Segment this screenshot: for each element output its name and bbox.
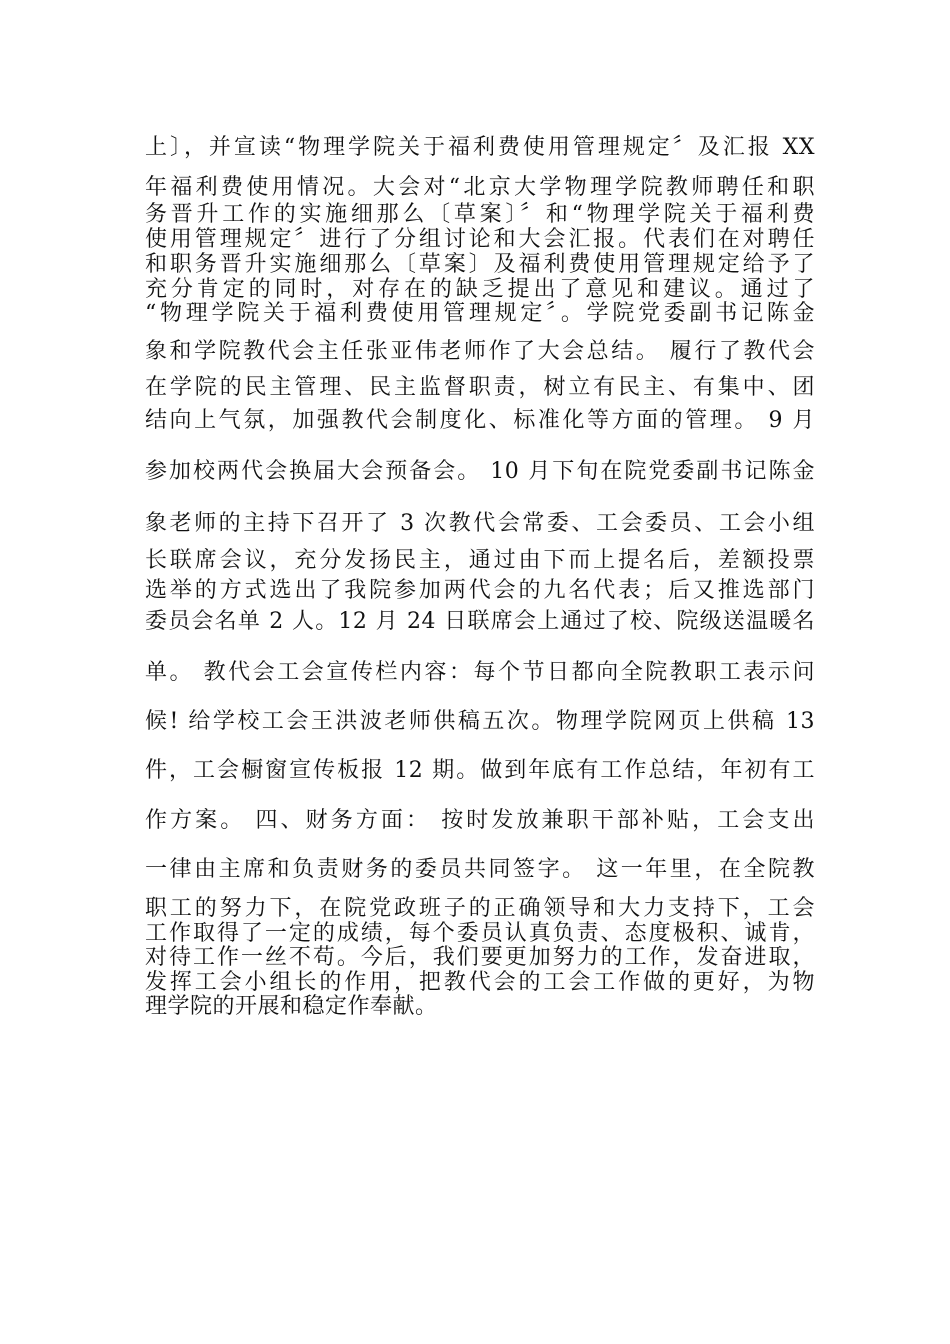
text-line-6: 充分肯定的同时，对存在的缺乏提出了意见和建议。通过了	[145, 277, 815, 302]
text-line-2: 年福利费使用情况。大会对“北京大学物理学院教师聘任和职	[145, 175, 815, 200]
text-line-19: 作方案。 四、财务方面： 按时发放兼职干部补贴，工会支出	[145, 808, 815, 833]
text-line-5: 和职务晋升实施细那么〔草案〕及福利费使用管理规定给予了	[145, 252, 815, 277]
text-line-4: 使用管理规定〞进行了分组讨论和大会汇报。代表们在对聘任	[145, 227, 815, 252]
text-line-3: 务晋升工作的实施细那么〔草案〕〞和“物理学院关于福利费	[145, 202, 815, 227]
text-line-16: 单。 教代会工会宣传栏内容：每个节日都向全院教职工表示问	[145, 660, 815, 685]
text-line-8: 象和学院教代会主任张亚伟老师作了大会总结。 履行了教代会	[145, 339, 815, 364]
text-line-18: 件，工会橱窗宣传板报 12 期。做到年底有工作总结，年初有工	[145, 758, 815, 783]
text-line-22: 工作取得了一定的成绩，每个委员认真负责、态度极积、诚肯，	[145, 921, 815, 946]
text-line-24: 发挥工会小组长的作用，把教代会的工会工作做的更好，为物	[145, 970, 815, 995]
text-line-25: 理学院的开展和稳定作奉献。	[145, 994, 438, 1019]
text-line-11: 参加校两代会换届大会预备会。 10 月下旬在院党委副书记陈金	[145, 459, 815, 484]
text-line-1: 上〕，并宣读“物理学院关于福利费使用管理规定〞及汇报 XX	[145, 135, 815, 160]
text-line-7: “物理学院关于福利费使用管理规定〞。学院党委副书记陈金	[145, 301, 815, 326]
text-line-20: 一律由主席和负责财务的委员共同签字。 这一年里，在全院教	[145, 857, 815, 882]
text-line-12: 象老师的主持下召开了 3 次教代会常委、工会委员、工会小组	[145, 511, 815, 536]
text-line-9: 在学院的民主管理、民主监督职责，树立有民主、有集中、团	[145, 375, 815, 400]
text-line-15: 委员会名单 2 人。12 月 24 日联席会上通过了校、院级送温暖名	[145, 609, 815, 634]
text-line-23: 对待工作一丝不苟。今后，我们要更加努力的工作，发奋进取，	[145, 945, 815, 970]
text-line-10: 结向上气氛，加强教代会制度化、标准化等方面的管理。 9 月	[145, 408, 815, 433]
text-line-17: 候! 给学校工会王洪波老师供稿五次。物理学院网页上供稿 13	[145, 709, 815, 734]
text-line-13: 长联席会议，充分发扬民主，通过由下而上提名后，差额投票	[145, 548, 815, 573]
text-line-21: 职工的努力下，在院党政班子的正确领导和大力支持下，工会	[145, 896, 815, 921]
text-line-14: 选举的方式选出了我院参加两代会的九名代表；后又推选部门	[145, 578, 815, 603]
